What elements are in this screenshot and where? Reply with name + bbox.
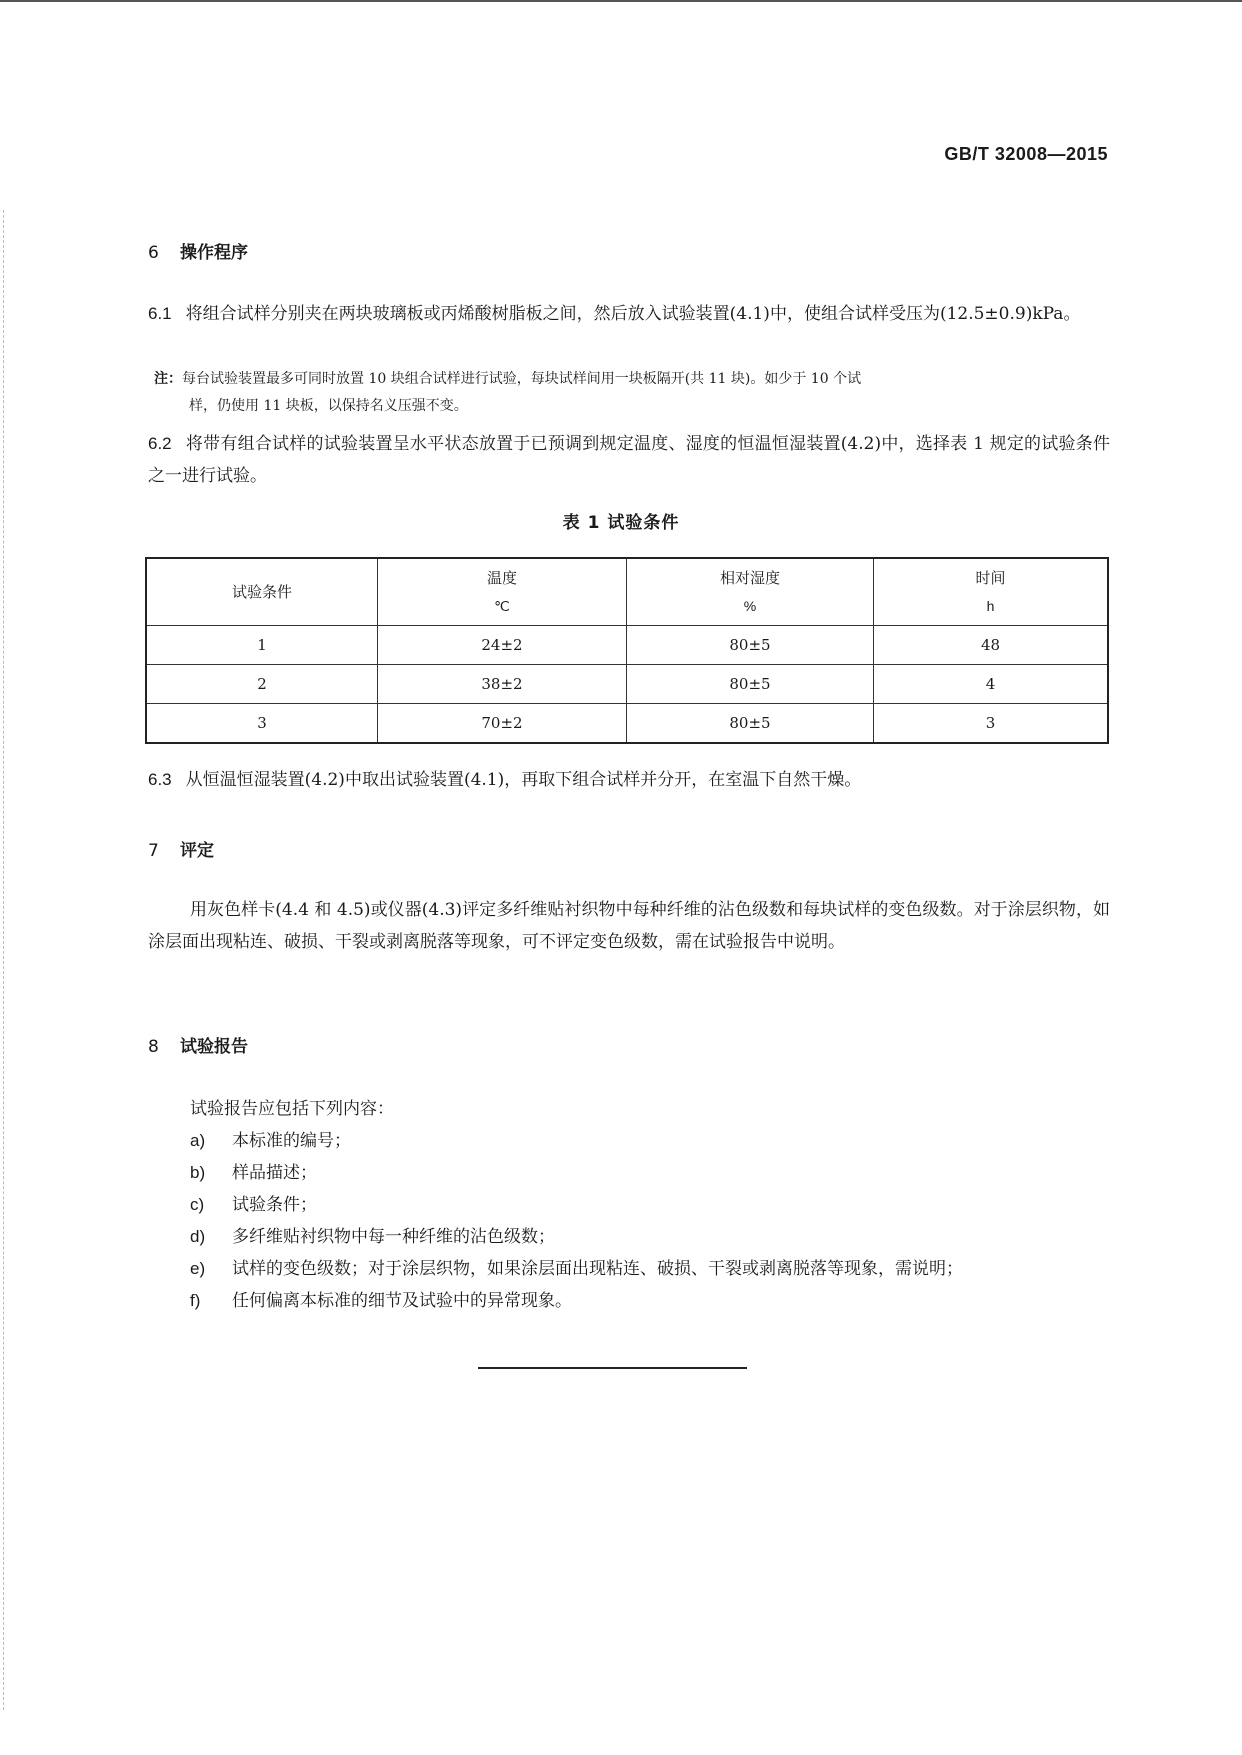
clause-text: 将带有组合试样的试验装置呈水平状态放置于已预调到规定温度、湿度的恒温恒湿装置(4.2)中，选择表 1 规定的试验条件之一进行试验。 [148, 434, 1110, 486]
list-item: a) 本标准的编号； [190, 1131, 351, 1151]
table-row [146, 704, 1108, 744]
paragraph-6-3 [148, 764, 1110, 796]
header-cell: 温度 ℃ [378, 558, 627, 626]
binding-margin-line [3, 210, 4, 1710]
table-row [146, 626, 1108, 665]
list-item: f) 任何偏离本标准的细节及试验中的异常现象。 [190, 1291, 572, 1311]
header-cell: 时间 h [874, 558, 1109, 626]
paragraph-6-1 [148, 298, 1110, 330]
section-number: 8 [148, 1037, 159, 1057]
table-cell: 3 [874, 704, 1109, 744]
report-contents-list [190, 1094, 1130, 1317]
table-cell: 3 [146, 704, 378, 744]
note-6-1 [154, 366, 1110, 420]
table-cell: 38±2 [378, 665, 627, 704]
header-cell: 相对湿度 % [627, 558, 874, 626]
list-item: c) 试验条件； [190, 1195, 317, 1215]
paragraph-7: 用灰色样卡(4.4 和 4.5)或仪器(4.3)评定多纤维贴衬织物中每种纤维的沾色级数和每块试样的变色级数。对于涂层织物，如涂层面出现粘连、破损、干裂或剥离脱落等现象，可不评定变色级数，需在试验报告中说明。 [148, 900, 1110, 952]
table-cell: 80±5 [627, 704, 874, 744]
section-8-heading [148, 1032, 248, 1057]
clause-number: 6.3 [148, 770, 172, 789]
section-title: 操作程序 [180, 243, 248, 263]
section-title: 评定 [180, 841, 214, 861]
list-item: d) 多纤维贴衬织物中每一种纤维的沾色级数； [190, 1227, 555, 1247]
section-number: 7 [148, 841, 159, 861]
section-number: 6 [148, 243, 159, 263]
clause-number: 6.2 [148, 434, 172, 453]
clause-number: 6.1 [148, 304, 172, 323]
list-intro: 试验报告应包括下列内容： [190, 1099, 394, 1119]
table-1-title: 表 1 试验条件 [562, 513, 680, 533]
note-line-2: 样，仍使用 11 块板，以保持名义压强不变。 [189, 398, 468, 414]
table-cell: 80±5 [627, 665, 874, 704]
list-item: b) 样品描述； [190, 1163, 317, 1183]
table-cell: 1 [146, 626, 378, 665]
table-cell: 80±5 [627, 626, 874, 665]
table-header-row [146, 558, 1108, 626]
table-cell: 70±2 [378, 704, 627, 744]
header-cell: 试验条件 [146, 558, 378, 626]
clause-text: 将组合试样分别夹在两块玻璃板或丙烯酸树脂板之间，然后放入试验装置(4.1)中，使组合试样受压为(12.5±0.9)kPa。 [185, 304, 1081, 324]
standard-number: GB/T 32008—2015 [944, 144, 1108, 164]
table-cell: 48 [874, 626, 1109, 665]
note-label: 注： [154, 371, 182, 387]
section-7-heading [148, 836, 214, 861]
section-6-heading [148, 238, 248, 263]
table-cell: 4 [874, 665, 1109, 704]
section-title: 试验报告 [180, 1037, 248, 1057]
note-line-1: 每台试验装置最多可同时放置 10 块组合试样进行试验，每块试样间用一块板隔开(共 11 块)。如少于 10 个试 [182, 371, 862, 387]
list-item: e) 试样的变色级数；对于涂层织物，如果涂层面出现粘连、破损、干裂或剥离脱落等现象，需说明； [190, 1259, 963, 1279]
paragraph-6-2 [148, 428, 1110, 492]
table-row [146, 665, 1108, 704]
end-of-document-rule [478, 1367, 747, 1369]
table-cell: 24±2 [378, 626, 627, 665]
clause-text: 从恒温恒湿装置(4.2)中取出试验装置(4.1)，再取下组合试样并分开，在室温下自然干燥。 [185, 770, 862, 790]
test-conditions-table [145, 557, 1109, 744]
page-top-edge [0, 0, 1242, 2]
table-cell: 2 [146, 665, 378, 704]
